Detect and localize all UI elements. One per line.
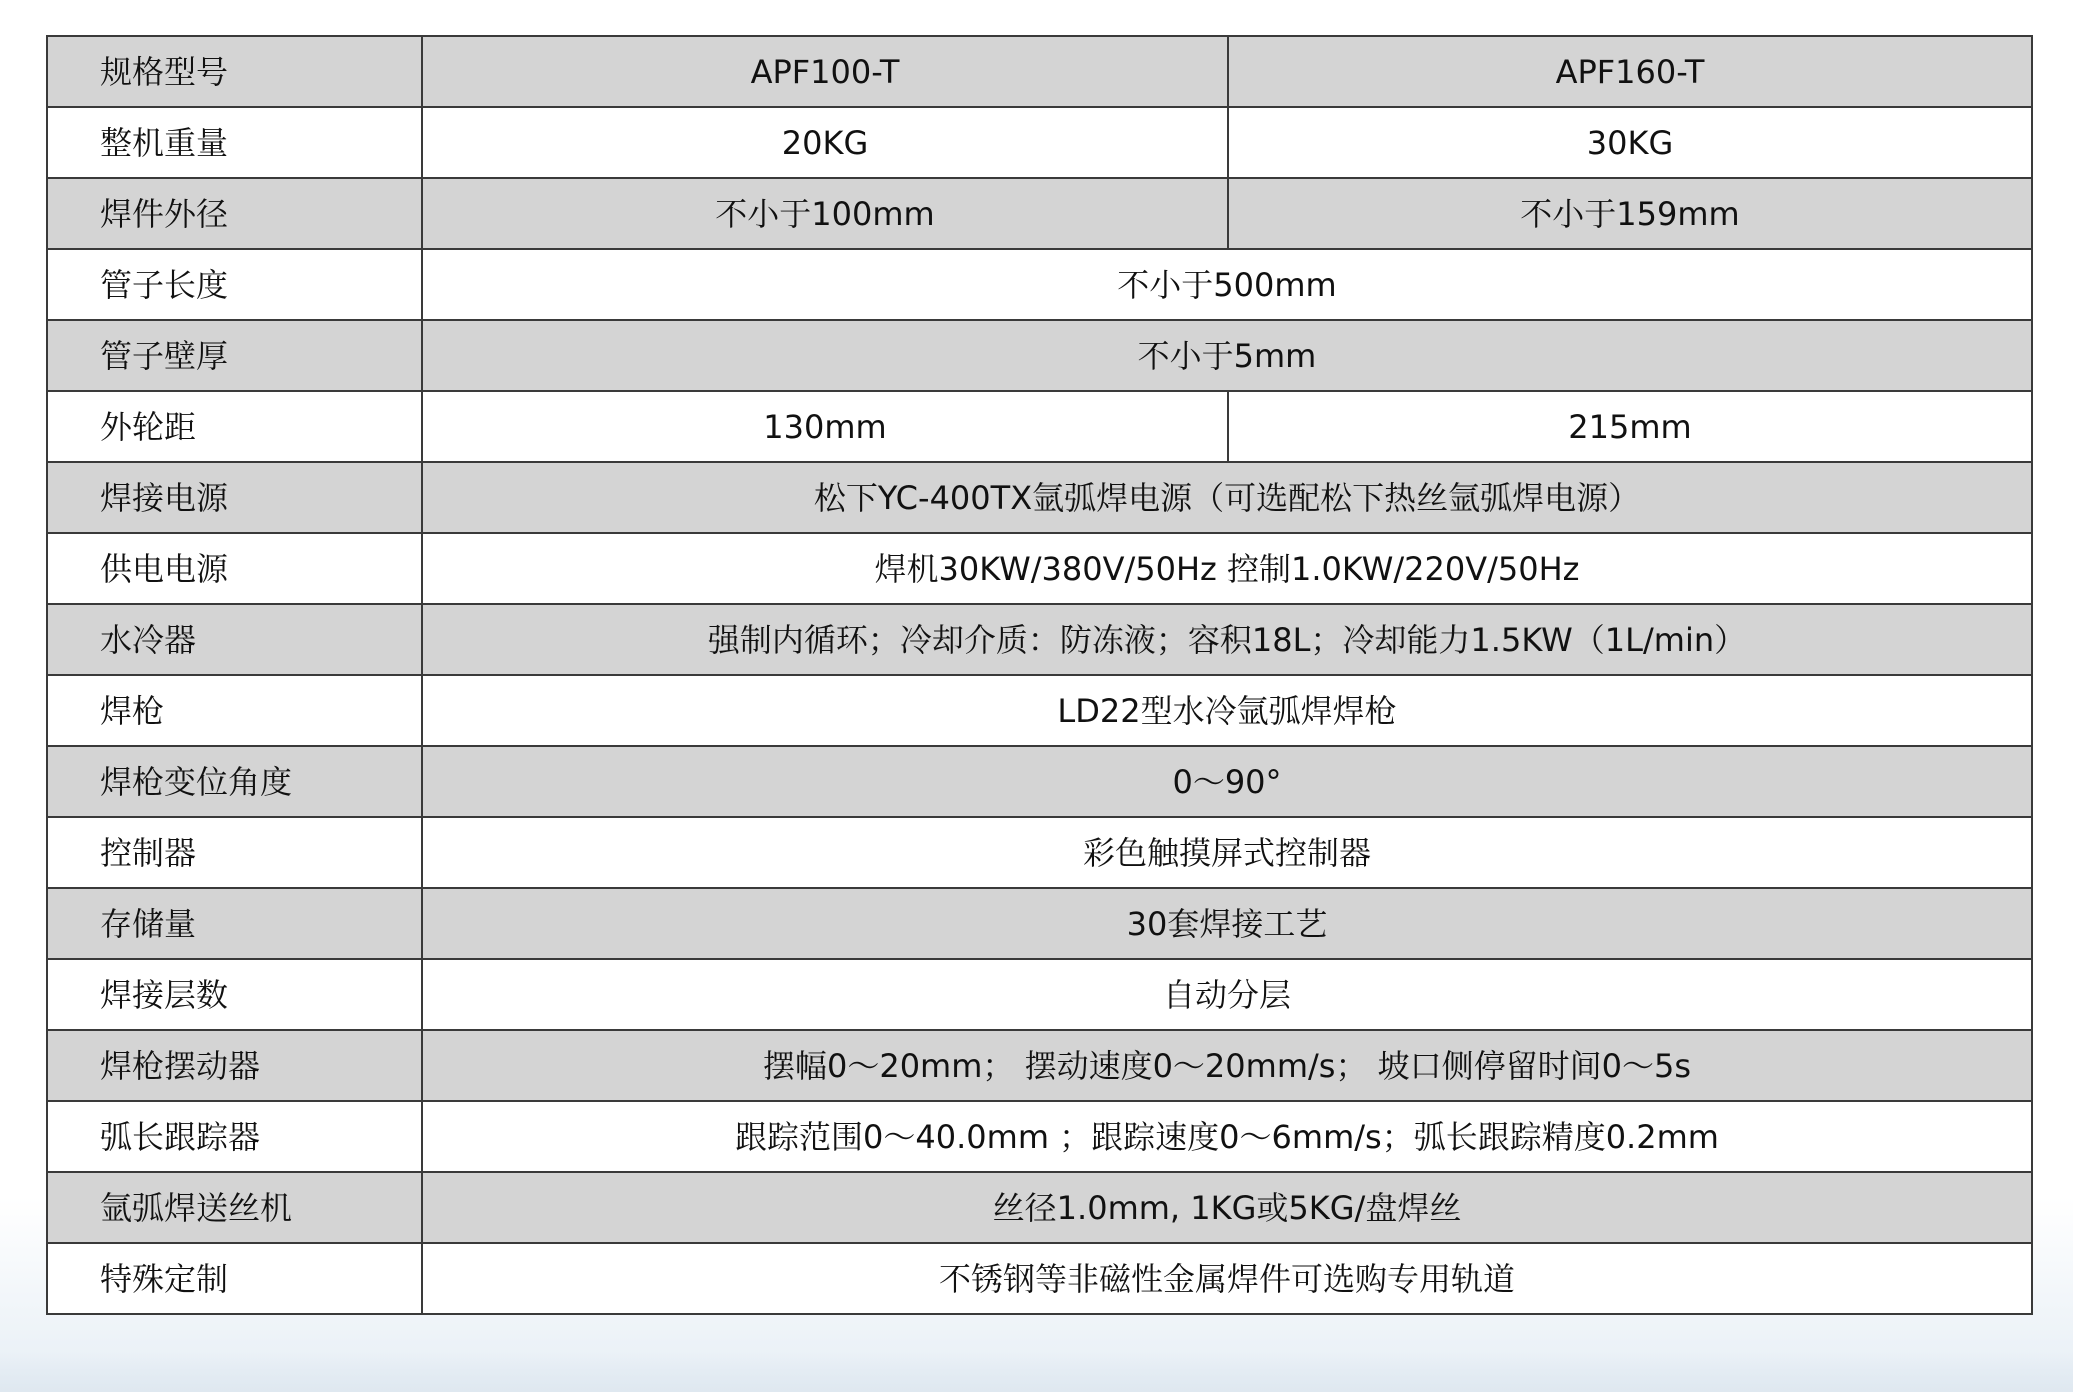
table-row — [47, 888, 2032, 959]
table-row — [47, 1172, 2032, 1243]
table-row — [47, 1030, 2032, 1101]
row-label: 整机重量 — [47, 107, 422, 178]
row-value-model-b: 不小于159mm — [1228, 178, 2032, 249]
row-value: 不小于5mm — [422, 320, 2032, 391]
row-label: 规格型号 — [47, 36, 422, 107]
table-row — [47, 675, 2032, 746]
table-row — [47, 604, 2032, 675]
table-row — [47, 817, 2032, 888]
row-value: 焊机30KW/380V/50Hz 控制1.0KW/220V/50Hz — [422, 533, 2032, 604]
row-value: 丝径1.0mm, 1KG或5KG/盘焊丝 — [422, 1172, 2032, 1243]
row-label: 管子长度 — [47, 249, 422, 320]
row-value-model-b: APF160-T — [1228, 36, 2032, 107]
row-value: 摆幅0～20mm； 摆动速度0～20mm/s； 坡口侧停留时间0～5s — [422, 1030, 2032, 1101]
row-label: 控制器 — [47, 817, 422, 888]
row-label: 焊接层数 — [47, 959, 422, 1030]
row-label: 供电电源 — [47, 533, 422, 604]
row-value: 不小于500mm — [422, 249, 2032, 320]
row-value: 30套焊接工艺 — [422, 888, 2032, 959]
table-row — [47, 107, 2032, 178]
row-label: 焊件外径 — [47, 178, 422, 249]
table-row — [47, 462, 2032, 533]
table-row — [47, 1101, 2032, 1172]
table-row — [47, 320, 2032, 391]
row-label: 弧长跟踪器 — [47, 1101, 422, 1172]
row-value-model-a: 不小于100mm — [422, 178, 1228, 249]
table-row — [47, 533, 2032, 604]
table-row — [47, 178, 2032, 249]
row-label: 水冷器 — [47, 604, 422, 675]
row-label: 焊接电源 — [47, 462, 422, 533]
row-value: 0～90° — [422, 746, 2032, 817]
row-label: 焊枪 — [47, 675, 422, 746]
row-value: 强制内循环；冷却介质：防冻液；容积18L；冷却能力1.5KW（1L/min） — [422, 604, 2032, 675]
table-row — [47, 746, 2032, 817]
row-label: 氩弧焊送丝机 — [47, 1172, 422, 1243]
table-row — [47, 1243, 2032, 1314]
row-value-model-a: 130mm — [422, 391, 1228, 462]
table-row — [47, 36, 2032, 107]
table-row — [47, 959, 2032, 1030]
table-row — [47, 249, 2032, 320]
row-value: 松下YC-400TX氩弧焊电源（可选配松下热丝氩弧焊电源） — [422, 462, 2032, 533]
row-label: 焊枪变位角度 — [47, 746, 422, 817]
bottom-fade — [0, 1352, 2073, 1392]
row-label: 特殊定制 — [47, 1243, 422, 1314]
row-value: 彩色触摸屏式控制器 — [422, 817, 2032, 888]
row-label: 存储量 — [47, 888, 422, 959]
row-value: 自动分层 — [422, 959, 2032, 1030]
row-value-model-a: APF100-T — [422, 36, 1228, 107]
row-label: 外轮距 — [47, 391, 422, 462]
row-value: 不锈钢等非磁性金属焊件可选购专用轨道 — [422, 1243, 2032, 1314]
row-value-model-b: 215mm — [1228, 391, 2032, 462]
spec-table — [46, 35, 2033, 1315]
row-label: 管子壁厚 — [47, 320, 422, 391]
table-row — [47, 391, 2032, 462]
row-value-model-a: 20KG — [422, 107, 1228, 178]
row-label: 焊枪摆动器 — [47, 1030, 422, 1101]
row-value: 跟踪范围0～40.0mm ；跟踪速度0～6mm/s；弧长跟踪精度0.2mm — [422, 1101, 2032, 1172]
row-value-model-b: 30KG — [1228, 107, 2032, 178]
spec-table-body — [47, 36, 2032, 1314]
row-value: LD22型水冷氩弧焊焊枪 — [422, 675, 2032, 746]
